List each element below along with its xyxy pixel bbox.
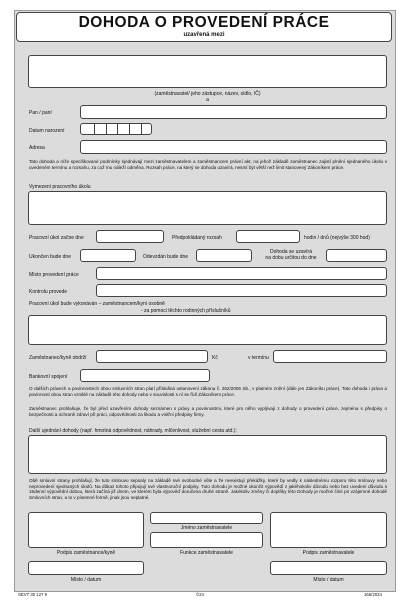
address-field[interactable] — [80, 140, 387, 154]
connector-text: a — [206, 97, 209, 103]
performed-label: Pracovní úkol bude vykonáván – zaměstnancem/kyní osobně — [29, 301, 165, 307]
employer-name-field[interactable] — [150, 512, 263, 524]
bank-field[interactable] — [80, 369, 210, 382]
footer-center: ©24 — [196, 592, 204, 597]
footer-number: 166/2024 — [364, 592, 382, 597]
employee-place-date-label: Místo / datum — [70, 577, 102, 583]
place-label: Místo provedení práce — [29, 272, 79, 278]
employer-name-label: Jméno zaměstnavatele — [180, 525, 233, 531]
employee-signature-field[interactable] — [28, 512, 144, 548]
other-terms-label: Další ujednání dohody (např. hmotná odpovědnost, náhrady, mlčenlivost, služební cesta atd.): — [29, 428, 237, 434]
name-field[interactable] — [80, 105, 387, 119]
bank-label: Bankovní spojení — [29, 374, 68, 380]
employer-function-field[interactable] — [150, 532, 263, 548]
due-label: v termínu — [248, 355, 269, 361]
control-field[interactable] — [96, 284, 387, 297]
end-label: Ukončen bude dne — [29, 254, 71, 260]
footer-code: SEVT 30 127 9 — [18, 592, 48, 597]
hours-label: hodin / dnů (nejvýše 300 hod) — [304, 235, 370, 241]
family-members-field[interactable] — [28, 315, 387, 345]
control-label: Kontrolu provede — [29, 289, 68, 295]
form-header — [16, 12, 392, 42]
employer-place-date-label: Místo / datum — [313, 577, 344, 583]
fixed-term-label: Dohoda se uzavírá na dobu určitou do dne — [265, 249, 317, 261]
handover-label: Odevzdán bude dne — [143, 254, 189, 260]
dob-label: Datum narození — [29, 128, 65, 134]
place-field[interactable] — [96, 267, 387, 280]
due-field[interactable] — [273, 350, 387, 363]
rights-paragraph: O dalších právech a povinnostech obou smluvních stran platí příslušná ustanovení zákona č. 262/2006 Sb., v platném znění (dále jen Zákoníku práce). Tato dohoda i práva a povinnosti obou stran vzniklé na základě této dohody nebo v souvislosti s ní se řídí Zákoníkem práce. — [29, 386, 387, 397]
form-subtitle: uzavřená mezi — [183, 32, 225, 38]
name-label: Pan / paní — [29, 110, 52, 116]
reward-amount-field[interactable] — [96, 350, 208, 363]
employer-signature-label: Podpis zaměstnavatele — [302, 550, 355, 556]
start-date-field[interactable] — [96, 230, 164, 243]
employee-place-date-field[interactable] — [28, 561, 144, 575]
declaration-paragraph: Obě smluvní strany prohlašují, že tuto smlouvu sepsaly na základě své svobodné vůle a že neexistují překážky, které by vedly k následnému rozporu této smlouvy nebo neprovedení sjednaných úkolů. Na důkaz tohoto připojují své vlastnoruční podpisy. Tuto dohodu je možné ukončit výpovědí z jakéhokoliv důvodu nebo bez uvedení důvodu s 15denní výpovědní dobou, která začíná již dnem, ve kterém byla výpověď doručena druhé straně. Jakékoliv změny či doplňky této Dohody je možné činit po vzájemné dohodě Smluvních stran, a to v písemné formě, jinak jsou neplatné. — [29, 478, 387, 500]
start-label: Pracovní úkol začne dne — [29, 235, 84, 241]
safety-paragraph: Zaměstnanec prohlašuje, že byl před uzavřením dohody seznámen s právy a povinnostmi, které pro něho vyplývají z dohody o provedení práce, zejména s předpisy o bezpečnosti a ochraně zdraví při práci, odpovědnosti za škodu a vnitřní předpisy firmy. — [29, 406, 387, 417]
other-terms-field[interactable] — [28, 435, 387, 474]
scope-field[interactable] — [236, 230, 300, 243]
employer-signature-field[interactable] — [270, 512, 387, 548]
form-title: DOHODA O PROVEDENÍ PRÁCE — [78, 14, 330, 31]
employer-function-label: Funkce zaměstnavatele — [180, 550, 233, 556]
reward-label: Zaměstnanec/kyně obdrží — [29, 355, 87, 361]
employer-field[interactable] — [28, 55, 387, 88]
employer-caption: (zaměstnavatel/ jeho zástupce, název, sídlo, IČ) — [154, 91, 261, 97]
employer-place-date-field[interactable] — [270, 561, 387, 575]
employee-signature-label: Podpis zaměstnance/kyně — [56, 550, 116, 556]
address-label: Adresa — [29, 145, 45, 151]
currency-label: Kč — [212, 355, 218, 361]
performed-label-2: - za pomoci těchto rodinných příslušníků — [141, 308, 231, 314]
task-label: Vymezení pracovního úkolu — [29, 184, 91, 190]
intro-paragraph: Tato dohoda a níže specifikované podmínky sjednávají mezi zaměstnavatelem a zaměstnancem právní akt, na jehož základě zaměstnanec zajistí plnění sjednaného úkolu v uvedeném termínu a rozsahu, za což mu náleží odměna. Rozsah práce, na který se dohoda uzavírá, nesmí být větší než limit stanovený Zákoníkem práce. — [29, 159, 387, 170]
task-field[interactable] — [28, 191, 387, 225]
dob-field[interactable] — [80, 123, 152, 135]
fixed-term-field[interactable] — [326, 249, 387, 262]
scope-label: Předpokládaný rozsah — [172, 235, 222, 241]
end-date-field[interactable] — [80, 249, 136, 262]
handover-date-field[interactable] — [196, 249, 252, 262]
